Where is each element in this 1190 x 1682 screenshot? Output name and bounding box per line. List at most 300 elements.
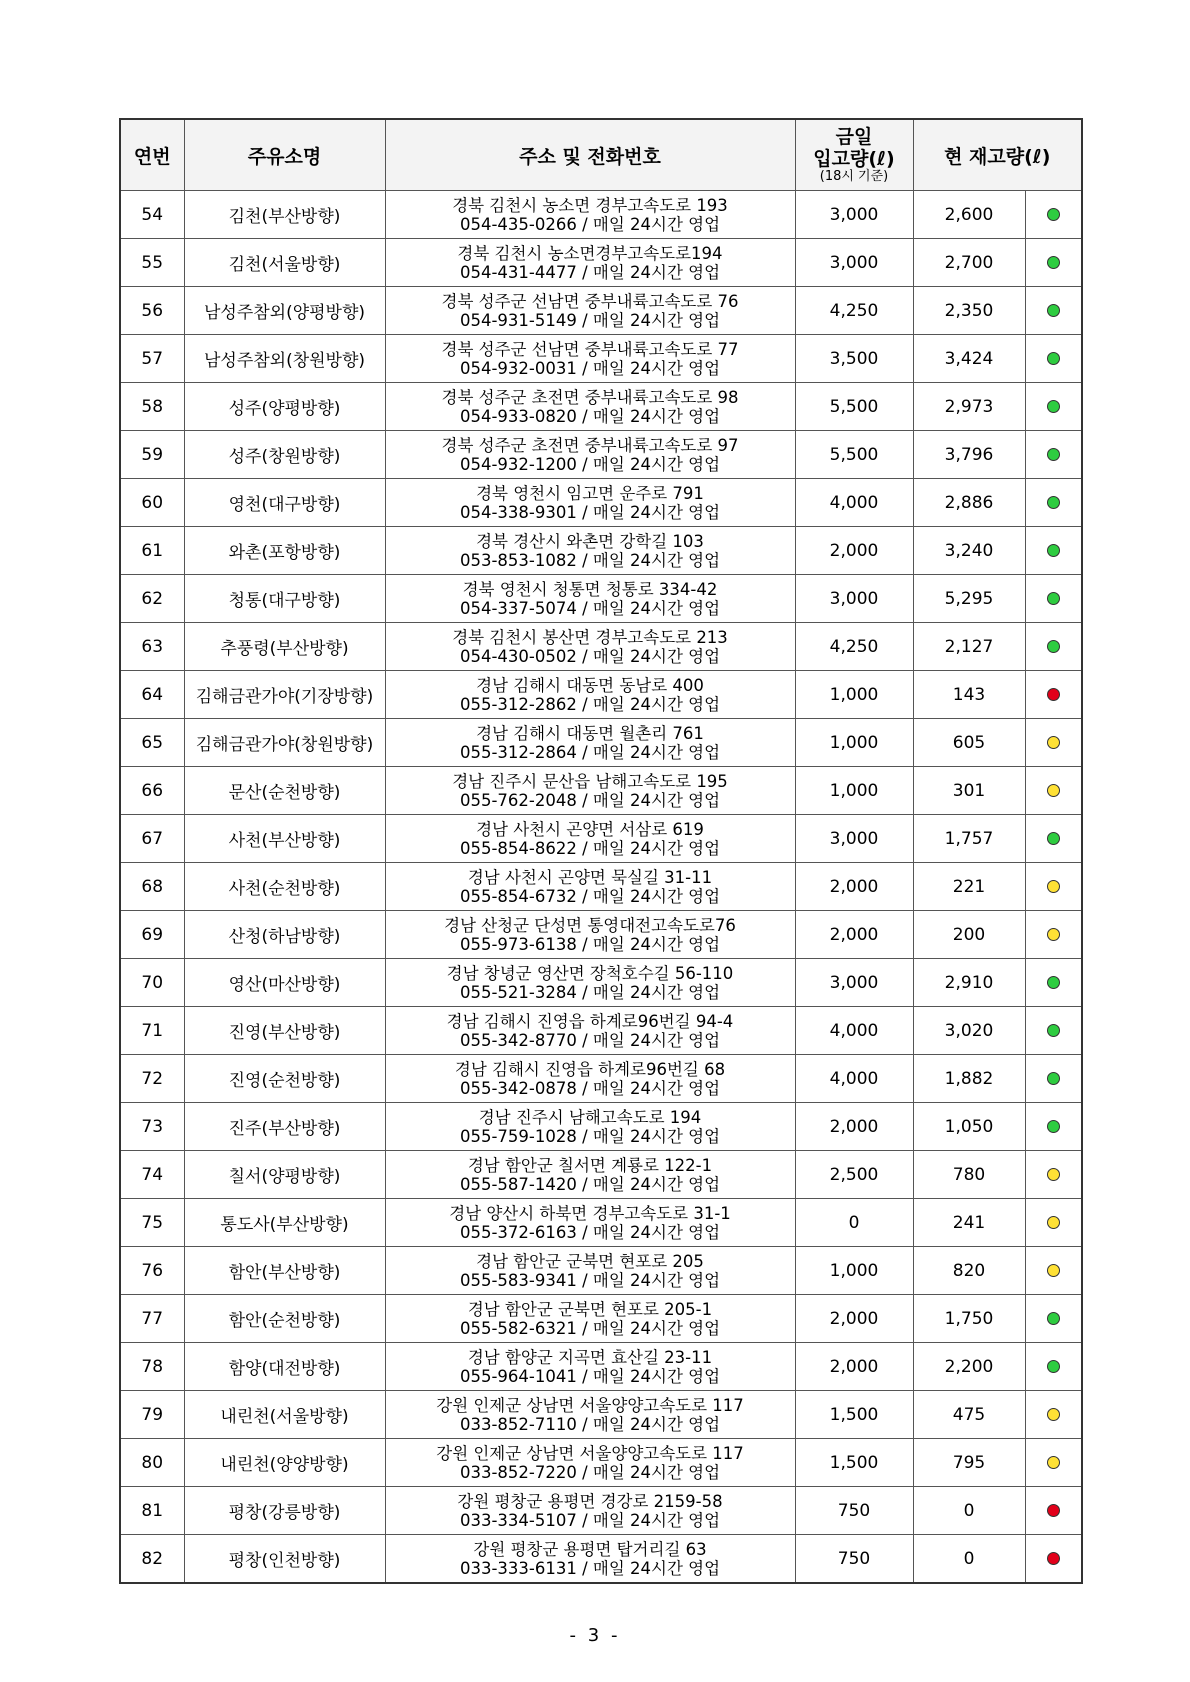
header-inflow-basis: (18시 기준) bbox=[819, 169, 889, 184]
stock-amount: 143 bbox=[913, 671, 1025, 719]
row-no: 78 bbox=[120, 1343, 184, 1391]
station-address: 경남 김해시 대동면 월촌리 761 bbox=[476, 723, 704, 743]
status-dot-icon bbox=[1047, 1072, 1060, 1085]
row-no: 60 bbox=[120, 479, 184, 527]
table-row bbox=[120, 431, 1082, 479]
inflow-amount: 3,000 bbox=[795, 575, 913, 623]
inflow-amount: 2,500 bbox=[795, 1151, 913, 1199]
station-address: 경남 함안군 군북면 현포로 205 bbox=[476, 1251, 704, 1271]
status-dot-icon bbox=[1047, 1408, 1060, 1421]
station-address: 경북 영천시 임고면 운주로 791 bbox=[476, 483, 704, 503]
row-no: 82 bbox=[120, 1535, 184, 1584]
address-cell bbox=[385, 911, 795, 959]
status-dot-icon bbox=[1047, 1216, 1060, 1229]
address-cell bbox=[385, 1055, 795, 1103]
status-cell bbox=[1025, 815, 1082, 863]
table-row bbox=[120, 1487, 1082, 1535]
status-cell bbox=[1025, 1343, 1082, 1391]
stock-amount: 3,796 bbox=[913, 431, 1025, 479]
status-cell bbox=[1025, 527, 1082, 575]
status-dot-icon bbox=[1047, 880, 1060, 893]
station-phone-hours: 033-334-5107 / 매일 24시간 영업 bbox=[459, 1510, 721, 1530]
station-address: 경남 함안군 칠서면 계룡로 122-1 bbox=[467, 1155, 713, 1175]
station-name: 추풍령(부산방향) bbox=[184, 623, 385, 671]
stock-amount: 820 bbox=[913, 1247, 1025, 1295]
inflow-amount: 2,000 bbox=[795, 863, 913, 911]
station-name: 성주(양평방향) bbox=[184, 383, 385, 431]
row-no: 71 bbox=[120, 1007, 184, 1055]
station-name: 사천(부산방향) bbox=[184, 815, 385, 863]
station-phone-hours: 054-338-9301 / 매일 24시간 영업 bbox=[459, 502, 721, 522]
page-number: - 3 - bbox=[569, 1625, 621, 1646]
station-address: 경남 사천시 곤양면 서삼로 619 bbox=[476, 819, 704, 839]
station-address: 경남 진주시 남해고속도로 194 bbox=[478, 1107, 702, 1127]
status-cell bbox=[1025, 767, 1082, 815]
status-dot-icon bbox=[1047, 400, 1060, 413]
table-row bbox=[120, 191, 1082, 239]
address-cell bbox=[385, 1391, 795, 1439]
stock-amount: 241 bbox=[913, 1199, 1025, 1247]
gas-station-table bbox=[119, 118, 1083, 1584]
station-address: 경북 경산시 와촌면 강학길 103 bbox=[476, 531, 704, 551]
header-inflow bbox=[795, 119, 913, 191]
table-row bbox=[120, 1007, 1082, 1055]
station-name: 영천(대구방향) bbox=[184, 479, 385, 527]
table-row bbox=[120, 239, 1082, 287]
status-cell bbox=[1025, 959, 1082, 1007]
status-cell bbox=[1025, 911, 1082, 959]
station-phone-hours: 033-333-6131 / 매일 24시간 영업 bbox=[459, 1558, 721, 1578]
status-cell bbox=[1025, 1295, 1082, 1343]
table-row bbox=[120, 623, 1082, 671]
station-name: 칠서(양평방향) bbox=[184, 1151, 385, 1199]
address-cell bbox=[385, 719, 795, 767]
status-cell bbox=[1025, 1247, 1082, 1295]
inflow-amount: 2,000 bbox=[795, 1103, 913, 1151]
inflow-amount: 4,250 bbox=[795, 623, 913, 671]
status-cell bbox=[1025, 1535, 1082, 1584]
station-name: 남성주참외(창원방향) bbox=[184, 335, 385, 383]
station-name: 평창(인천방향) bbox=[184, 1535, 385, 1584]
inflow-amount: 1,000 bbox=[795, 1247, 913, 1295]
station-phone-hours: 054-932-1200 / 매일 24시간 영업 bbox=[459, 454, 721, 474]
status-dot-icon bbox=[1047, 784, 1060, 797]
inflow-amount: 3,000 bbox=[795, 815, 913, 863]
station-name: 함안(순천방향) bbox=[184, 1295, 385, 1343]
status-dot-icon bbox=[1047, 1552, 1060, 1565]
station-name: 산청(하남방향) bbox=[184, 911, 385, 959]
status-dot-icon bbox=[1047, 640, 1060, 653]
status-dot-icon bbox=[1047, 352, 1060, 365]
row-no: 56 bbox=[120, 287, 184, 335]
status-dot-icon bbox=[1047, 1360, 1060, 1373]
station-address: 경북 영천시 청통면 청통로 334-42 bbox=[462, 579, 718, 599]
table-row bbox=[120, 815, 1082, 863]
status-dot-icon bbox=[1047, 208, 1060, 221]
station-address: 경북 성주군 초전면 중부내륙고속도로 97 bbox=[441, 435, 739, 455]
station-address: 경남 사천시 곤양면 묵실길 31-11 bbox=[467, 867, 713, 887]
stock-amount: 795 bbox=[913, 1439, 1025, 1487]
stock-amount: 0 bbox=[913, 1487, 1025, 1535]
address-cell bbox=[385, 863, 795, 911]
row-no: 76 bbox=[120, 1247, 184, 1295]
address-cell bbox=[385, 1247, 795, 1295]
station-address: 강원 인제군 상남면 서울양양고속도로 117 bbox=[436, 1443, 744, 1463]
row-no: 79 bbox=[120, 1391, 184, 1439]
address-cell bbox=[385, 767, 795, 815]
status-cell bbox=[1025, 1151, 1082, 1199]
address-cell bbox=[385, 1535, 795, 1584]
inflow-amount: 4,250 bbox=[795, 287, 913, 335]
address-cell bbox=[385, 239, 795, 287]
station-address: 경남 산청군 단성면 통영대전고속도로76 bbox=[444, 915, 736, 935]
status-dot-icon bbox=[1047, 736, 1060, 749]
station-phone-hours: 055-964-1041 / 매일 24시간 영업 bbox=[459, 1366, 721, 1386]
station-name: 청통(대구방향) bbox=[184, 575, 385, 623]
header-inflow-line1: 금일 bbox=[835, 126, 873, 148]
stock-amount: 3,240 bbox=[913, 527, 1025, 575]
station-address: 경북 김천시 봉산면 경부고속도로 213 bbox=[452, 627, 728, 647]
row-no: 67 bbox=[120, 815, 184, 863]
status-dot-icon bbox=[1047, 448, 1060, 461]
header-row bbox=[120, 119, 1082, 191]
station-phone-hours: 055-312-2862 / 매일 24시간 영업 bbox=[459, 694, 721, 714]
station-phone-hours: 055-342-0878 / 매일 24시간 영업 bbox=[459, 1078, 721, 1098]
inflow-amount: 2,000 bbox=[795, 1295, 913, 1343]
stock-amount: 2,127 bbox=[913, 623, 1025, 671]
inflow-amount: 750 bbox=[795, 1535, 913, 1584]
table-row bbox=[120, 1055, 1082, 1103]
inflow-amount: 0 bbox=[795, 1199, 913, 1247]
row-no: 81 bbox=[120, 1487, 184, 1535]
table-row bbox=[120, 575, 1082, 623]
inflow-amount: 750 bbox=[795, 1487, 913, 1535]
status-dot-icon bbox=[1047, 592, 1060, 605]
station-name: 진영(부산방향) bbox=[184, 1007, 385, 1055]
station-name: 평창(강릉방향) bbox=[184, 1487, 385, 1535]
table-row bbox=[120, 1103, 1082, 1151]
station-phone-hours: 055-582-6321 / 매일 24시간 영업 bbox=[459, 1318, 721, 1338]
stock-amount: 1,050 bbox=[913, 1103, 1025, 1151]
status-cell bbox=[1025, 863, 1082, 911]
table-row bbox=[120, 383, 1082, 431]
stock-amount: 0 bbox=[913, 1535, 1025, 1584]
address-cell bbox=[385, 575, 795, 623]
station-address: 경남 함양군 지곡면 효산길 23-11 bbox=[467, 1347, 713, 1367]
address-cell bbox=[385, 383, 795, 431]
stock-amount: 2,600 bbox=[913, 191, 1025, 239]
stock-amount: 3,020 bbox=[913, 1007, 1025, 1055]
station-phone-hours: 055-521-3284 / 매일 24시간 영업 bbox=[459, 982, 721, 1002]
status-dot-icon bbox=[1047, 1120, 1060, 1133]
status-dot-icon bbox=[1047, 1456, 1060, 1469]
inflow-amount: 3,000 bbox=[795, 191, 913, 239]
station-phone-hours: 054-435-0266 / 매일 24시간 영업 bbox=[459, 214, 721, 234]
address-cell bbox=[385, 1007, 795, 1055]
header-inflow-line2: 입고량(ℓ) bbox=[813, 148, 895, 170]
inflow-amount: 1,500 bbox=[795, 1439, 913, 1487]
station-name: 함안(부산방향) bbox=[184, 1247, 385, 1295]
row-no: 72 bbox=[120, 1055, 184, 1103]
inflow-amount: 4,000 bbox=[795, 479, 913, 527]
row-no: 63 bbox=[120, 623, 184, 671]
station-address: 경남 창녕군 영산면 장척호수길 56-110 bbox=[446, 963, 734, 983]
header-no: 연번 bbox=[120, 119, 184, 191]
station-phone-hours: 055-583-9341 / 매일 24시간 영업 bbox=[459, 1270, 721, 1290]
inflow-amount: 5,500 bbox=[795, 383, 913, 431]
station-name: 진주(부산방향) bbox=[184, 1103, 385, 1151]
table-row bbox=[120, 1151, 1082, 1199]
address-cell bbox=[385, 1199, 795, 1247]
row-no: 70 bbox=[120, 959, 184, 1007]
stock-amount: 1,750 bbox=[913, 1295, 1025, 1343]
table-row bbox=[120, 479, 1082, 527]
inflow-amount: 4,000 bbox=[795, 1007, 913, 1055]
inflow-amount: 1,000 bbox=[795, 671, 913, 719]
table-row bbox=[120, 1199, 1082, 1247]
table-row bbox=[120, 719, 1082, 767]
stock-amount: 2,700 bbox=[913, 239, 1025, 287]
status-cell bbox=[1025, 575, 1082, 623]
status-dot-icon bbox=[1047, 1168, 1060, 1181]
stock-amount: 475 bbox=[913, 1391, 1025, 1439]
status-cell bbox=[1025, 287, 1082, 335]
table-header bbox=[120, 119, 1082, 191]
station-address: 경남 김해시 대동면 동남로 400 bbox=[476, 675, 704, 695]
station-phone-hours: 055-854-6732 / 매일 24시간 영업 bbox=[459, 886, 721, 906]
station-phone-hours: 054-931-5149 / 매일 24시간 영업 bbox=[459, 310, 721, 330]
station-name: 김천(서울방향) bbox=[184, 239, 385, 287]
station-phone-hours: 053-853-1082 / 매일 24시간 영업 bbox=[459, 550, 721, 570]
row-no: 73 bbox=[120, 1103, 184, 1151]
station-address: 경남 김해시 진영읍 하계로96번길 68 bbox=[454, 1059, 726, 1079]
station-name: 김천(부산방향) bbox=[184, 191, 385, 239]
station-address: 경남 진주시 문산읍 남해고속도로 195 bbox=[452, 771, 728, 791]
stock-amount: 1,882 bbox=[913, 1055, 1025, 1103]
row-no: 64 bbox=[120, 671, 184, 719]
station-phone-hours: 055-762-2048 / 매일 24시간 영업 bbox=[459, 790, 721, 810]
row-no: 54 bbox=[120, 191, 184, 239]
status-cell bbox=[1025, 431, 1082, 479]
station-name: 진영(순천방향) bbox=[184, 1055, 385, 1103]
station-address: 경북 성주군 초전면 중부내륙고속도로 98 bbox=[441, 387, 739, 407]
station-phone-hours: 055-587-1420 / 매일 24시간 영업 bbox=[459, 1174, 721, 1194]
inflow-amount: 1,500 bbox=[795, 1391, 913, 1439]
address-cell bbox=[385, 527, 795, 575]
row-no: 75 bbox=[120, 1199, 184, 1247]
table-row bbox=[120, 335, 1082, 383]
stock-amount: 5,295 bbox=[913, 575, 1025, 623]
status-cell bbox=[1025, 1439, 1082, 1487]
row-no: 80 bbox=[120, 1439, 184, 1487]
station-name: 성주(창원방향) bbox=[184, 431, 385, 479]
status-cell bbox=[1025, 479, 1082, 527]
row-no: 59 bbox=[120, 431, 184, 479]
station-name: 남성주참외(양평방향) bbox=[184, 287, 385, 335]
table-row bbox=[120, 1535, 1082, 1584]
inflow-amount: 1,000 bbox=[795, 767, 913, 815]
status-cell bbox=[1025, 191, 1082, 239]
inflow-amount: 1,000 bbox=[795, 719, 913, 767]
address-cell bbox=[385, 431, 795, 479]
stock-amount: 2,200 bbox=[913, 1343, 1025, 1391]
status-dot-icon bbox=[1047, 688, 1060, 701]
status-cell bbox=[1025, 671, 1082, 719]
table-row bbox=[120, 527, 1082, 575]
header-stock: 현 재고량(ℓ) bbox=[913, 119, 1082, 191]
table-row bbox=[120, 1391, 1082, 1439]
station-phone-hours: 033-852-7220 / 매일 24시간 영업 bbox=[459, 1462, 721, 1482]
stock-amount: 2,886 bbox=[913, 479, 1025, 527]
status-cell bbox=[1025, 1103, 1082, 1151]
station-phone-hours: 054-337-5074 / 매일 24시간 영업 bbox=[459, 598, 721, 618]
row-no: 65 bbox=[120, 719, 184, 767]
table-row bbox=[120, 1343, 1082, 1391]
table-row bbox=[120, 767, 1082, 815]
address-cell bbox=[385, 335, 795, 383]
stock-amount: 2,973 bbox=[913, 383, 1025, 431]
address-cell bbox=[385, 1343, 795, 1391]
table-row bbox=[120, 1439, 1082, 1487]
inflow-amount: 2,000 bbox=[795, 527, 913, 575]
station-phone-hours: 054-933-0820 / 매일 24시간 영업 bbox=[459, 406, 721, 426]
address-cell bbox=[385, 1295, 795, 1343]
station-address: 경북 김천시 농소면 경부고속도로 193 bbox=[452, 195, 728, 215]
table-row bbox=[120, 911, 1082, 959]
stock-amount: 301 bbox=[913, 767, 1025, 815]
address-cell bbox=[385, 815, 795, 863]
station-name: 영산(마산방향) bbox=[184, 959, 385, 1007]
station-address: 경북 성주군 선남면 중부내륙고속도로 76 bbox=[441, 291, 739, 311]
station-name: 김해금관가야(창원방향) bbox=[184, 719, 385, 767]
station-name: 김해금관가야(기장방향) bbox=[184, 671, 385, 719]
station-phone-hours: 055-973-6138 / 매일 24시간 영업 bbox=[459, 934, 721, 954]
table-row bbox=[120, 1295, 1082, 1343]
status-cell bbox=[1025, 383, 1082, 431]
station-phone-hours: 054-431-4477 / 매일 24시간 영업 bbox=[459, 262, 721, 282]
status-cell bbox=[1025, 1007, 1082, 1055]
station-address: 경남 양산시 하북면 경부고속도로 31-1 bbox=[449, 1203, 731, 1223]
station-address: 경북 성주군 선남면 중부내륙고속도로 77 bbox=[441, 339, 739, 359]
inflow-amount: 5,500 bbox=[795, 431, 913, 479]
row-no: 57 bbox=[120, 335, 184, 383]
table-row bbox=[120, 1247, 1082, 1295]
status-dot-icon bbox=[1047, 976, 1060, 989]
address-cell bbox=[385, 191, 795, 239]
stock-amount: 2,910 bbox=[913, 959, 1025, 1007]
station-name: 내린천(서울방향) bbox=[184, 1391, 385, 1439]
status-cell bbox=[1025, 623, 1082, 671]
header-address: 주소 및 전화번호 bbox=[385, 119, 795, 191]
station-name: 와촌(포항방향) bbox=[184, 527, 385, 575]
station-name: 사천(순천방향) bbox=[184, 863, 385, 911]
station-address: 강원 평창군 용평면 경강로 2159-58 bbox=[457, 1491, 723, 1511]
status-dot-icon bbox=[1047, 1312, 1060, 1325]
status-cell bbox=[1025, 1055, 1082, 1103]
station-name: 함양(대전방향) bbox=[184, 1343, 385, 1391]
status-dot-icon bbox=[1047, 832, 1060, 845]
status-dot-icon bbox=[1047, 1024, 1060, 1037]
stock-amount: 780 bbox=[913, 1151, 1025, 1199]
table-row bbox=[120, 671, 1082, 719]
stock-amount: 1,757 bbox=[913, 815, 1025, 863]
row-no: 69 bbox=[120, 911, 184, 959]
row-no: 66 bbox=[120, 767, 184, 815]
stock-amount: 605 bbox=[913, 719, 1025, 767]
status-cell bbox=[1025, 335, 1082, 383]
row-no: 61 bbox=[120, 527, 184, 575]
stock-amount: 3,424 bbox=[913, 335, 1025, 383]
address-cell bbox=[385, 1439, 795, 1487]
status-dot-icon bbox=[1047, 304, 1060, 317]
stock-amount: 200 bbox=[913, 911, 1025, 959]
table-body bbox=[120, 191, 1082, 1584]
row-no: 77 bbox=[120, 1295, 184, 1343]
stock-amount: 221 bbox=[913, 863, 1025, 911]
status-cell bbox=[1025, 239, 1082, 287]
station-address: 경남 함안군 군북면 현포로 205-1 bbox=[467, 1299, 713, 1319]
status-cell bbox=[1025, 1391, 1082, 1439]
status-dot-icon bbox=[1047, 928, 1060, 941]
row-no: 68 bbox=[120, 863, 184, 911]
station-phone-hours: 054-430-0502 / 매일 24시간 영업 bbox=[459, 646, 721, 666]
inflow-amount: 2,000 bbox=[795, 911, 913, 959]
status-dot-icon bbox=[1047, 1264, 1060, 1277]
station-name: 내린천(양양방향) bbox=[184, 1439, 385, 1487]
status-cell bbox=[1025, 719, 1082, 767]
status-dot-icon bbox=[1047, 256, 1060, 269]
table-row bbox=[120, 287, 1082, 335]
inflow-amount: 3,000 bbox=[795, 239, 913, 287]
status-dot-icon bbox=[1047, 1504, 1060, 1517]
address-cell bbox=[385, 287, 795, 335]
station-phone-hours: 055-372-6163 / 매일 24시간 영업 bbox=[459, 1222, 721, 1242]
inflow-amount: 3,000 bbox=[795, 959, 913, 1007]
station-phone-hours: 055-854-8622 / 매일 24시간 영업 bbox=[459, 838, 721, 858]
address-cell bbox=[385, 1487, 795, 1535]
station-phone-hours: 033-852-7110 / 매일 24시간 영업 bbox=[459, 1414, 721, 1434]
station-address: 경북 김천시 농소면경부고속도로194 bbox=[457, 243, 723, 263]
address-cell bbox=[385, 1103, 795, 1151]
station-name: 문산(순천방향) bbox=[184, 767, 385, 815]
inflow-amount: 2,000 bbox=[795, 1343, 913, 1391]
station-address: 경남 김해시 진영읍 하계로96번길 94-4 bbox=[446, 1011, 734, 1031]
table-row bbox=[120, 863, 1082, 911]
row-no: 58 bbox=[120, 383, 184, 431]
station-phone-hours: 055-759-1028 / 매일 24시간 영업 bbox=[459, 1126, 721, 1146]
row-no: 55 bbox=[120, 239, 184, 287]
address-cell bbox=[385, 1151, 795, 1199]
status-cell bbox=[1025, 1487, 1082, 1535]
status-cell bbox=[1025, 1199, 1082, 1247]
station-phone-hours: 055-342-8770 / 매일 24시간 영업 bbox=[459, 1030, 721, 1050]
stock-amount: 2,350 bbox=[913, 287, 1025, 335]
row-no: 74 bbox=[120, 1151, 184, 1199]
station-name: 통도사(부산방향) bbox=[184, 1199, 385, 1247]
row-no: 62 bbox=[120, 575, 184, 623]
address-cell bbox=[385, 623, 795, 671]
table-row bbox=[120, 959, 1082, 1007]
status-dot-icon bbox=[1047, 496, 1060, 509]
address-cell bbox=[385, 671, 795, 719]
station-phone-hours: 054-932-0031 / 매일 24시간 영업 bbox=[459, 358, 721, 378]
inflow-amount: 3,500 bbox=[795, 335, 913, 383]
station-phone-hours: 055-312-2864 / 매일 24시간 영업 bbox=[459, 742, 721, 762]
station-address: 강원 평창군 용평면 탑거리길 63 bbox=[473, 1539, 707, 1559]
address-cell bbox=[385, 479, 795, 527]
header-name: 주유소명 bbox=[184, 119, 385, 191]
station-address: 강원 인제군 상남면 서울양양고속도로 117 bbox=[436, 1395, 744, 1415]
